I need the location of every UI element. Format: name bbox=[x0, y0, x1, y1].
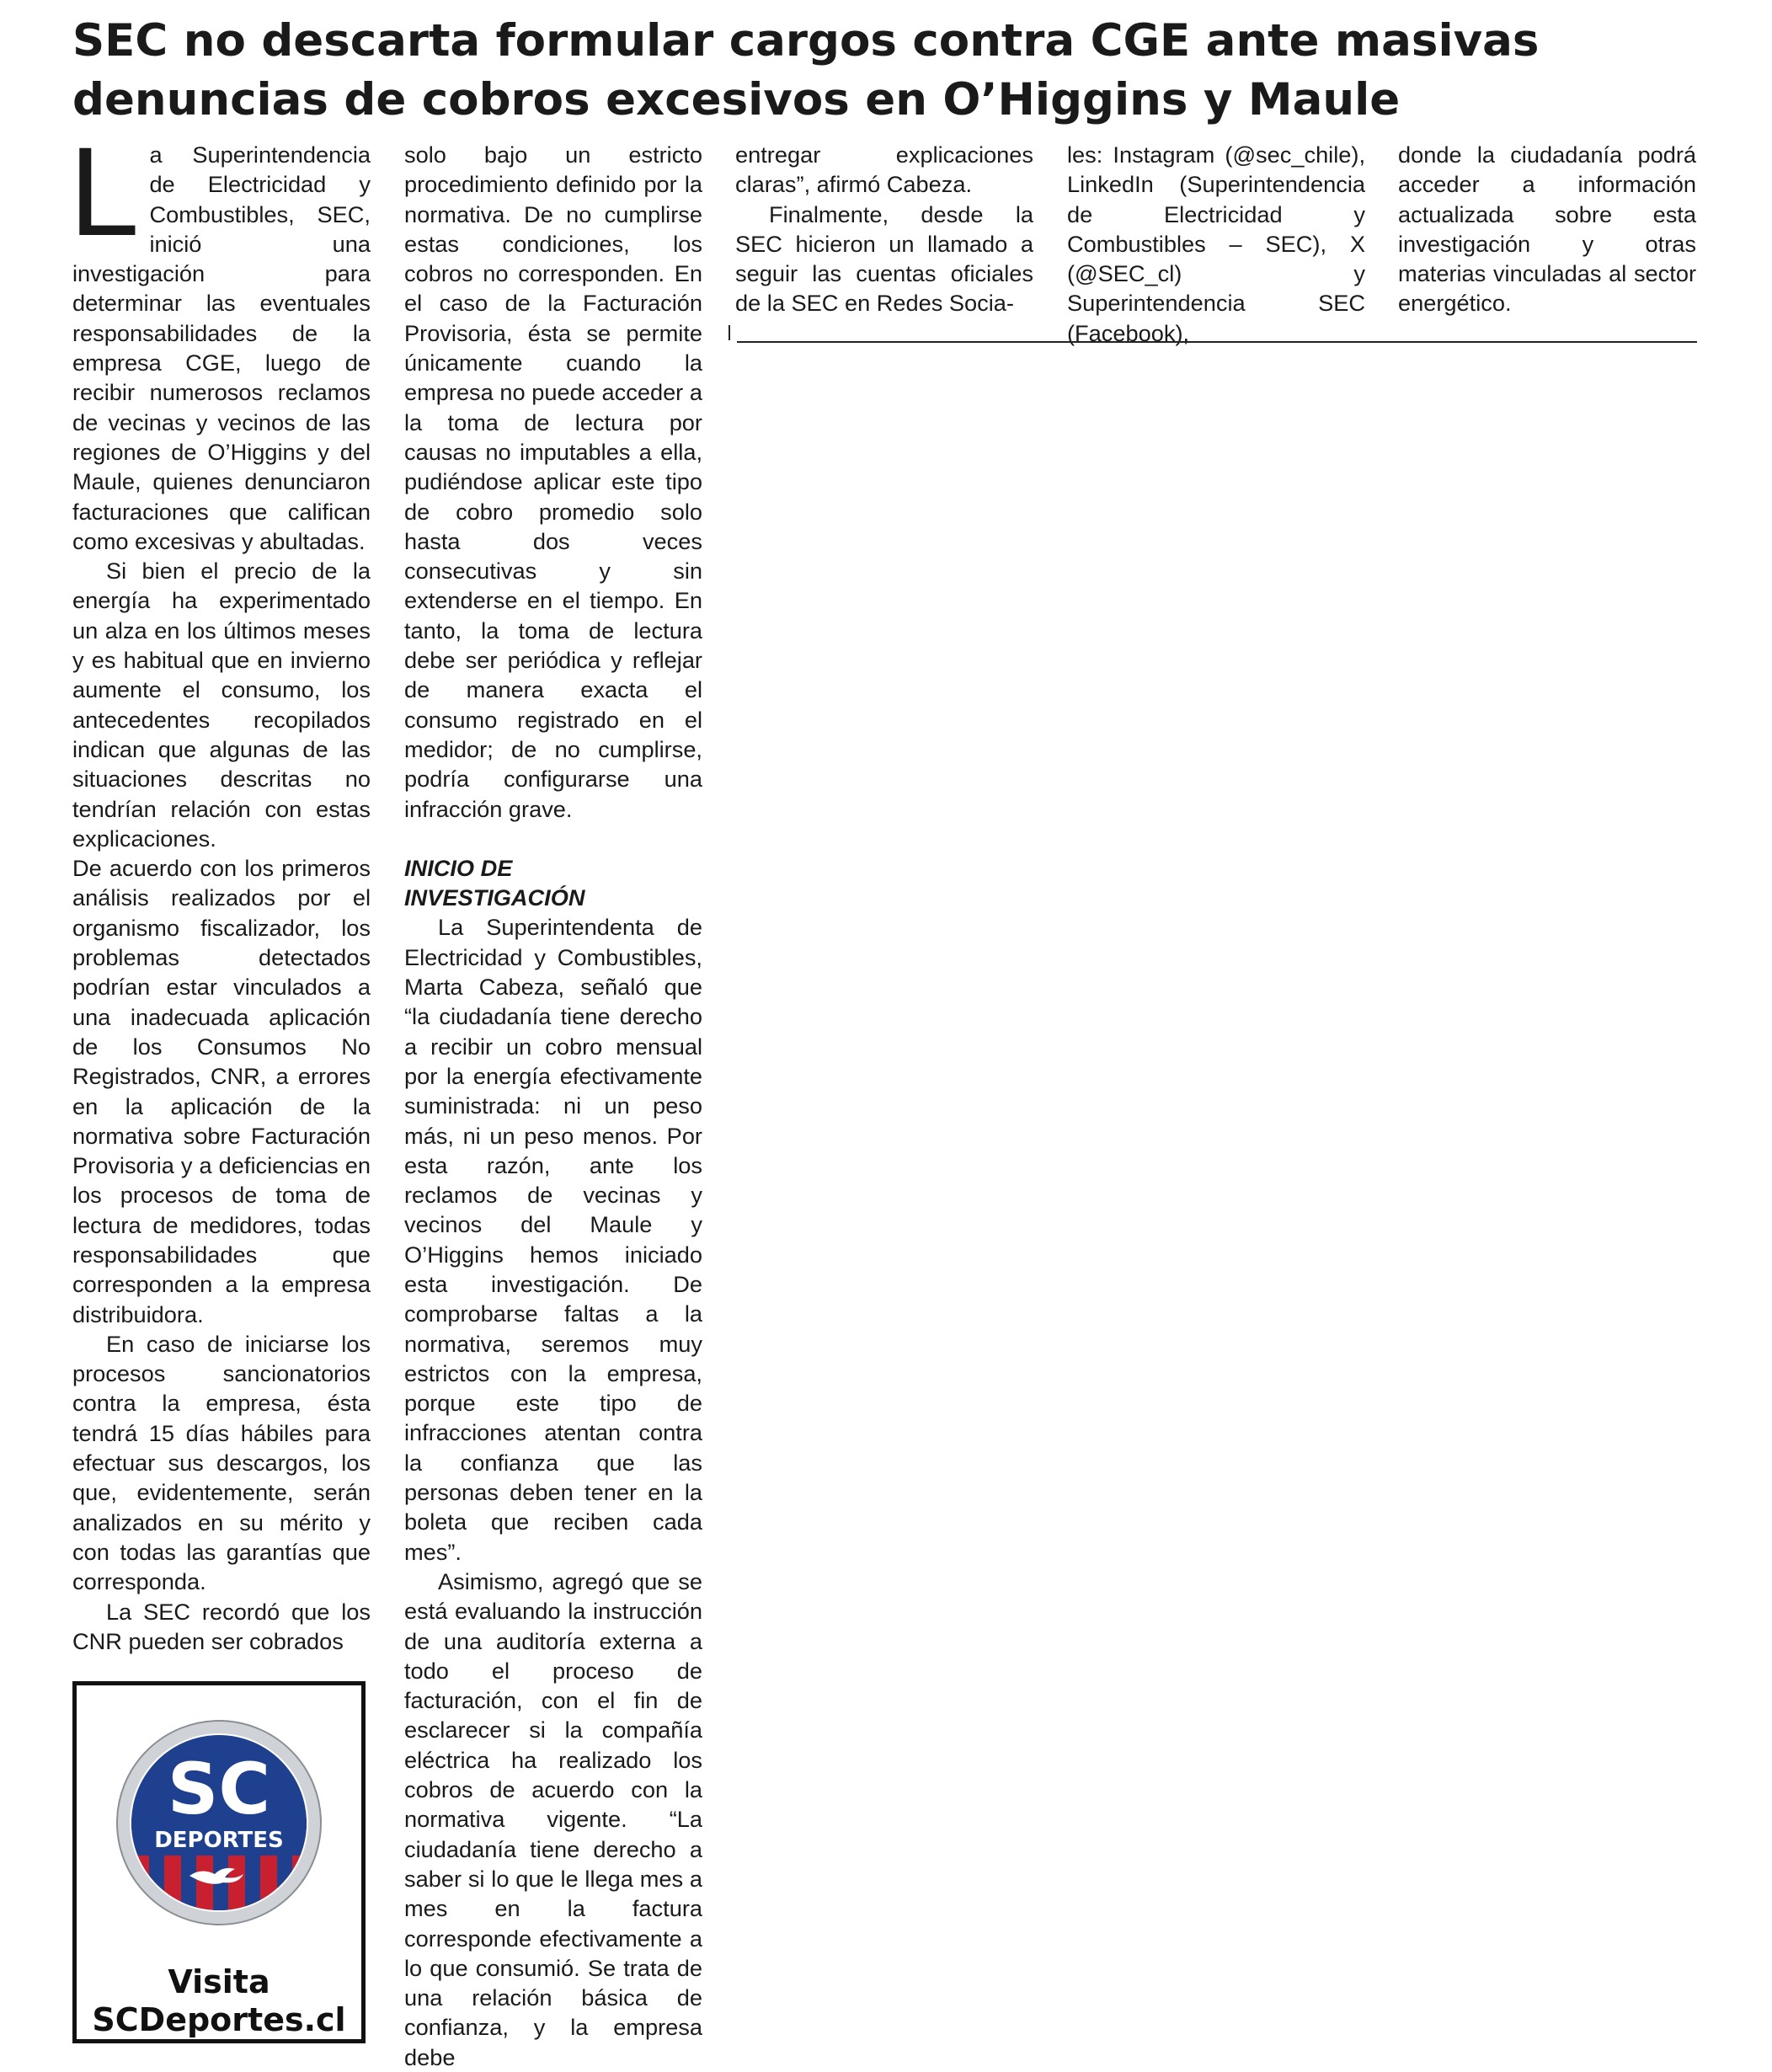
paragraph: Finalmente, desde la SEC hicieron un llamado a seguir las cuentas oficiales de la SEC en Redes Socia- bbox=[735, 200, 1033, 317]
paragraph: La SEC recordó que los CNR pueden ser cobrados bbox=[72, 1598, 371, 1654]
svg-text:SC: SC bbox=[167, 1748, 271, 1830]
paragraph: entregar explicaciones claras”, afirmó Cabeza. bbox=[735, 142, 1033, 198]
paragraph: La Superintendenta de Electricidad y Combustibles, Marta Cabeza, señaló que “la ciudadanía tiene derecho a recibir un cobro mensual por la energía efectivamente suministrada: ni un peso más, ni un peso menos. Por esta razón, ante los reclamos de vecinas y vecinos del Maule y O’Higgins hemos iniciado esta investigación. De comprobarse faltas a la normativa, seremos muy estrictos con la empresa, porque este tipo de infracciones atentan contra la confianza que las personas deben tener en la boleta que reciben cada mes”. bbox=[404, 914, 702, 1565]
paragraph: a Superintendencia de Electricidad y Combustibles, SEC, inició una investigación para determinar las eventuales responsabilidades de la empresa CGE, luego de recibir numerosos reclamos de vecinas y vecinos de las regiones de O’Higgins y del Maule, quienes denunciaron facturaciones que califican como excesivas y abultadas. bbox=[72, 142, 371, 554]
sc-deportes-ad[interactable] bbox=[72, 1681, 366, 2043]
article-end-rule bbox=[737, 341, 1697, 343]
paragraph: Asimismo, agregó que se está evaluando la instrucción de una auditoría externa a todo el proceso de facturación, con el fin de esclarecer si la compañía eléctrica ha realizado los cobros de acuerdo con la normativa vigente. “La ciudadanía tiene derecho a saber si lo que le llega mes a mes en la factura corresponde efectivamente a lo que consumió. Se trata de una relación básica de confianza, y la empresa debe bbox=[404, 1567, 702, 2070]
ad-visit-text: Visita bbox=[168, 1963, 270, 2000]
paragraph: De acuerdo con los primeros análisis realizados por el organismo fiscalizador, los problemas detectados podrían estar vinculados a una inadecuada aplicación de los Consumos No Registrados, CNR, a errores en la aplicación de la normativa sobre Facturación Provisoria y a deficiencias en los procesos de toma de lectura de medidores, todas responsabilidades que corresponden a la empresa distribuidora. bbox=[72, 855, 371, 1327]
headline: SEC no descarta formular cargos contra CGE ante masivas denuncias de cobros excesivos en O’Higgins y Maule bbox=[72, 15, 1540, 125]
sc-deportes-logo-icon bbox=[115, 1719, 323, 1926]
article-column-1 bbox=[69, 120, 371, 1656]
subheading-line-1: INICIO DE bbox=[404, 854, 513, 881]
paragraph: En caso de iniciarse los procesos sancionatorios contra la empresa, ésta tendrá 15 días hábiles para efectuar sus descargos, los que, evidentemente, serán analizados en su mérito y con todas las garantías que corresponda. bbox=[72, 1330, 371, 1595]
paragraph: solo bajo un estricto procedimiento definido por la normativa. De no cumplirse estas condiciones, los cobros no corresponden. En el caso de la Facturación Provisoria, ésta se permite únicamente cuando la empresa no puede acceder a la toma de lectura por causas no imputables a ella, pudiéndose aplicar este tipo de cobro promedio solo hasta dos veces consecutivas y sin extenderse en el tiempo. En tanto, la toma de lectura debe ser periódica y reflejar de manera exacta el consumo registrado en el medidor; de no cumplirse, podría configurarse una infracción grave. bbox=[404, 142, 702, 822]
paragraph: donde la ciudadanía podrá acceder a información actualizada sobre esta investigación y otras materias vinculadas al sector energético. bbox=[1398, 142, 1696, 317]
rule-tick bbox=[729, 325, 730, 340]
subheading-line-2: INVESTIGACIÓN bbox=[404, 884, 585, 911]
ad-site-link[interactable]: SCDeportes.cl bbox=[92, 2001, 346, 2038]
article-column-2 bbox=[404, 140, 702, 2072]
svg-text:DEPORTES: DEPORTES bbox=[154, 1828, 284, 1853]
drop-cap: L bbox=[69, 120, 140, 262]
article-column-3 bbox=[735, 140, 1033, 318]
article-column-5 bbox=[1398, 140, 1696, 318]
paragraph: Si bien el precio de la energía ha experimentado un alza en los últimos meses y es habitual que en invierno aumente el consumo, los antecedentes recopilados indican que algunas de las situaciones descritas no tendrían relación con estas explicaciones. bbox=[72, 558, 371, 852]
paragraph: les: Instagram (@sec_chile), LinkedIn (Superintendencia de Electricidad y Combustibles – SEC), X (@SEC_cl) y Superintendencia SEC (Facebook), bbox=[1067, 142, 1365, 346]
article-column-4 bbox=[1067, 140, 1365, 348]
